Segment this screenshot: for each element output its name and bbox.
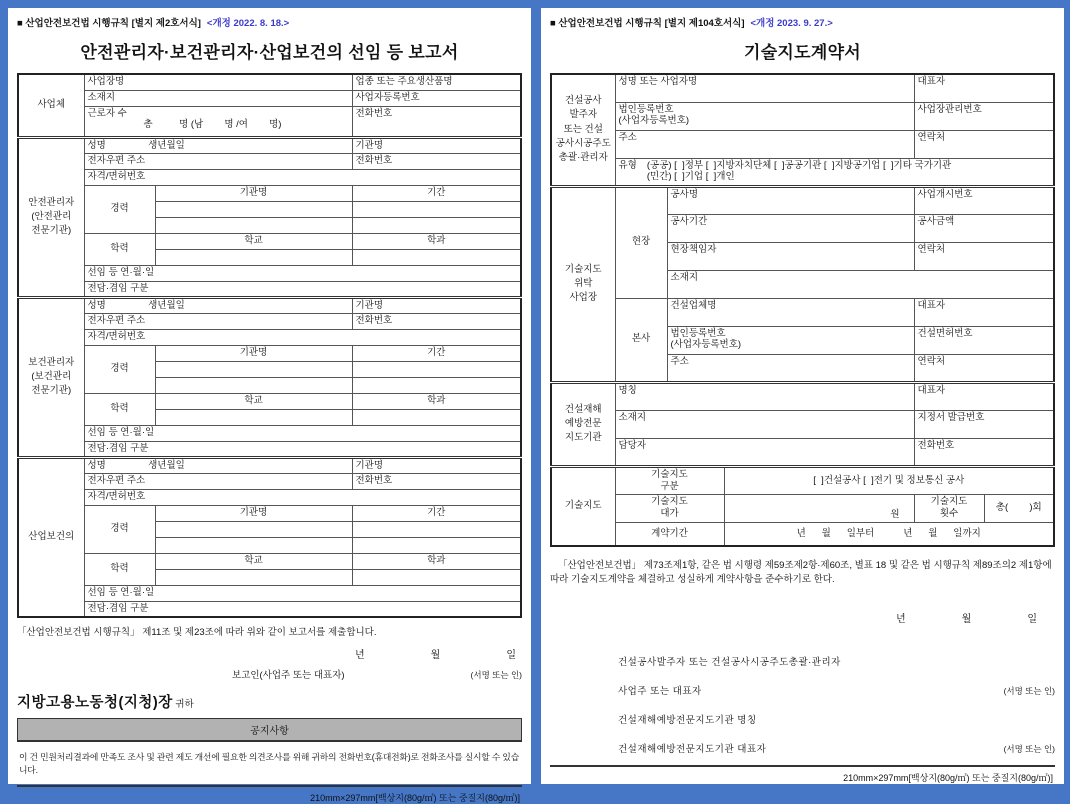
field-agency-cert-no: 지정서 발급번호 (914, 410, 1054, 438)
worker-count-detail: 총 명 (남 명 /여 명) (143, 118, 282, 130)
empty-input-cell (155, 361, 352, 377)
label-line: 기술지도 (651, 468, 688, 480)
signature-line (550, 741, 1055, 755)
empty-input-cell (352, 377, 521, 393)
right-date-line (550, 610, 1043, 625)
guidance-type-options: [ ]건설공사 [ ]전기 및 정보통신 공사 (724, 466, 1054, 494)
recipient-line (17, 691, 522, 712)
education-sublabel: 학력 (84, 233, 155, 265)
field-agency-manager: 담당자 (615, 438, 914, 466)
field-appointed-date: 선임 등 연·월·일 (84, 265, 521, 281)
field-business-reg-no: 사업자등록번호 (352, 90, 521, 106)
left-rule-ref-line (17, 15, 522, 29)
business-section (18, 74, 521, 137)
left-form-page (8, 8, 531, 803)
label-line: 구분 (660, 480, 679, 492)
field-business-address: 소재지 (84, 90, 352, 106)
signature-line (550, 654, 1055, 668)
guidance-count-value: 총( )회 (984, 494, 1054, 522)
paper-spec-left: 210mm×297mm[백상지(80g/㎡) 또는 중질지(80g/㎡)] (310, 793, 520, 803)
agreement-paragraph: 「산업안전보건법」 제73조제1항, 같은 법 시행령 제59조제2항·제60조, 별표 18 및 같은 법 시행규칙 제89조의2 제1항에 따라 기술지도계약을 체결하고 성실하게 계약사항을 준수하기로 한다. (550, 560, 1052, 586)
left-revision-note: <개정 2022. 8. 18.> (206, 18, 290, 29)
guidance-fee-unit: 원 (724, 494, 914, 522)
right-form-table (550, 73, 1055, 547)
signature-label: 건설재해예방전문지도기관 명칭 (618, 714, 757, 726)
reporter-label: 보고인(사업주 또는 대표자) (232, 670, 345, 681)
section-label-line: 전문기관) (31, 225, 72, 237)
field-industry: 업종 또는 주요생산품명 (352, 74, 521, 90)
date-day-label: 일 (506, 650, 516, 661)
field-biz-start-no: 사업개시번호 (914, 186, 1054, 214)
field-hq-contact: 연락처 (914, 354, 1054, 382)
left-rule-ref: ■ 산업안전보건법 시행규칙 [별지 제2호서식] (17, 18, 201, 29)
type-options-private: (민간) [ ]기업 [ ]개인 (646, 171, 735, 183)
field-duty-type: 전담·겸임 구분 (84, 601, 521, 617)
physician-section (18, 457, 521, 617)
signature-line (550, 683, 1055, 697)
business-section-label: 사업체 (18, 74, 84, 137)
field-appointed-date: 선임 등 연·월·일 (84, 425, 521, 441)
workplace-section-label (551, 186, 615, 382)
field-email: 전자우편 주소 (84, 473, 352, 489)
field-license-no: 자격/면허번호 (84, 169, 521, 185)
field-orderer-rep: 대표자 (914, 74, 1054, 102)
field-phone: 전화번호 (352, 153, 521, 169)
right-rule-ref: ■ 산업안전보건법 시행규칙 [별지 제104호서식] (550, 18, 745, 29)
date-month-label: 월 (961, 613, 972, 625)
section-label-line: 위탁 (574, 277, 593, 289)
school-header: 학교 (155, 393, 352, 409)
sign-or-seal-note: (서명 또는 인) (1003, 685, 1056, 696)
corp-no-line2: (사업자등록번호) (618, 115, 690, 127)
career-sublabel: 경력 (84, 185, 155, 233)
right-form-title: 기술지도계약서 (743, 43, 862, 62)
career-period-header: 기간 (352, 505, 521, 521)
hq-sublabel: 본사 (615, 298, 667, 382)
date-day-label: 일 (1027, 613, 1038, 625)
section-label-line: 또는 건설 (563, 123, 603, 135)
health-manager-section-label (18, 297, 84, 457)
site-sublabel: 현장 (615, 186, 667, 298)
recipient-label: 지방고용노동청(지청)장 (17, 695, 173, 711)
field-org-name: 기관명 (352, 457, 521, 473)
field-phone: 전화번호 (352, 473, 521, 489)
dept-header: 학과 (352, 233, 521, 249)
empty-input-cell (155, 521, 352, 537)
section-label-line: 보건관리자 (28, 356, 75, 368)
orderer-section (551, 74, 1054, 186)
empty-input-cell (155, 537, 352, 553)
safety-manager-section (18, 137, 521, 297)
guidance-section-label: 기술지도 (551, 466, 615, 546)
signature-label: 건설재해예방전문지도기관 대표자 (618, 743, 767, 755)
empty-input-cell (352, 409, 521, 425)
empty-input-cell (155, 569, 352, 585)
label-line: 대가 (660, 508, 679, 519)
orderer-section-label (551, 74, 615, 186)
empty-input-cell (155, 249, 352, 265)
field-worker-count (84, 106, 352, 137)
field-company-corp-no (667, 326, 914, 354)
education-sublabel: 학력 (84, 393, 155, 425)
field-agency-address: 소재지 (615, 410, 914, 438)
right-form-page (541, 8, 1064, 784)
worker-count-label: 근로자 수 (87, 107, 127, 119)
section-label-line: 건설공사 (564, 95, 602, 107)
signature-label: 건설공사발주자 또는 건설공사시공주도총괄·관리자 (618, 656, 841, 668)
career-sublabel: 경력 (84, 505, 155, 553)
section-label-line: 안전관리자 (28, 196, 75, 208)
section-label-line: 기술지도 (564, 263, 602, 275)
field-agency-rep: 대표자 (914, 382, 1054, 410)
field-license-no: 자격/면허번호 (84, 489, 521, 505)
guidance-fee-label (615, 494, 724, 522)
health-manager-section (18, 297, 521, 457)
section-label-line: 지도기관 (564, 432, 602, 444)
field-name-birth: 성명 생년월일 (84, 457, 352, 473)
sign-or-seal-note: (서명 또는 인) (1003, 743, 1056, 754)
section-label-line: (보건관리 (31, 370, 72, 382)
date-year-label: 년 (896, 613, 906, 625)
field-orderer-name: 성명 또는 사업자명 (615, 74, 914, 102)
school-header: 학교 (155, 553, 352, 569)
label-line: 기술지도 (651, 496, 688, 508)
agency-section (551, 382, 1054, 466)
empty-input-cell (352, 569, 521, 585)
guidance-type-label (615, 466, 724, 494)
field-org-name: 기관명 (352, 137, 521, 153)
field-email: 전자우편 주소 (84, 313, 352, 329)
field-org-name: 기관명 (352, 297, 521, 313)
field-workplace-name: 사업장명 (84, 74, 352, 90)
field-orderer-address: 주소 (615, 130, 914, 158)
field-construction-name: 공사명 (667, 186, 914, 214)
field-orderer-corp-no (615, 102, 914, 130)
field-company-name: 건설업체명 (667, 298, 914, 326)
career-org-header: 기관명 (155, 185, 352, 201)
corp-no-line1: 법인등록번호 (670, 327, 726, 339)
education-sublabel: 학력 (84, 553, 155, 585)
field-agency-name: 명칭 (615, 382, 914, 410)
section-label-line: 전문기관) (31, 385, 72, 397)
left-form-title: 안전관리자·보건관리자·산업보건의 선임 등 보고서 (80, 43, 459, 62)
right-rule-ref-line (550, 15, 1055, 29)
career-period-header: 기간 (352, 345, 521, 361)
empty-input-cell (155, 409, 352, 425)
section-label-line: 건설재해 (564, 403, 602, 415)
field-agency-phone: 전화번호 (914, 438, 1054, 466)
signature-block (550, 639, 1055, 755)
safety-manager-section-label (18, 137, 84, 297)
reporter-line (17, 667, 522, 681)
label-line: 횟수 (939, 508, 959, 519)
field-hq-address: 주소 (667, 354, 914, 382)
empty-input-cell (352, 537, 521, 553)
paper-spec-right: 210mm×297mm[백상지(80g/㎡) 또는 중질지(80g/㎡)] (843, 772, 1054, 783)
field-site-contact: 연락처 (914, 242, 1054, 270)
date-month-label: 월 (430, 650, 441, 661)
submit-statement: 「산업안전보건법 시행규칙」 제11조 및 제23조에 따라 위와 같이 보고서를 제출합니다. (17, 627, 377, 638)
right-revision-note: <개정 2023. 9. 27.> (750, 18, 833, 29)
field-site-mgmt-no: 사업장관리번호 (914, 102, 1054, 130)
empty-input-cell (352, 201, 521, 217)
empty-input-cell (155, 377, 352, 393)
dept-header: 학과 (352, 393, 521, 409)
field-email: 전자우편 주소 (84, 153, 352, 169)
field-license-no: 자격/면허번호 (84, 329, 521, 345)
section-label-line: 사업장 (569, 292, 598, 304)
field-appointed-date: 선임 등 연·월·일 (84, 585, 521, 601)
physician-section-label (18, 457, 84, 617)
empty-input-cell (352, 217, 521, 233)
recipient-suffix: 귀하 (175, 699, 194, 710)
section-label-line: 예방전문 (564, 417, 602, 429)
field-construction-amount: 공사금액 (914, 214, 1054, 242)
corp-no-line2: (사업자등록번호) (670, 339, 742, 351)
guidance-section (551, 466, 1054, 546)
date-year-label: 년 (354, 650, 365, 661)
field-construction-license-no: 건설면허번호 (914, 326, 1054, 354)
school-header: 학교 (155, 233, 352, 249)
notice-body-text: 이 건 민원처리결과에 만족도 조사 및 관련 제도 개선에 필요한 의견조사를 위해 귀하의 전화번호(휴대전화)로 전화조사를 실시할 수 있습니다. (19, 752, 519, 775)
field-site-manager: 현장책임자 (667, 242, 914, 270)
workplace-section (551, 186, 1054, 382)
career-sublabel: 경력 (84, 345, 155, 393)
type-options-public: (공공) [ ]정부 [ ]지방자치단체 [ ]공공기관 [ ]지방공기업 [ ]기타 국가기관 (646, 159, 952, 171)
field-site-address: 소재지 (667, 270, 1054, 298)
field-construction-period: 공사기간 (667, 214, 914, 242)
contract-period-value: 년 월 일부터 년 월 일까지 (724, 522, 1054, 546)
sign-or-seal-note: (서명 또는 인) (470, 670, 522, 680)
career-org-header: 기관명 (155, 505, 352, 521)
empty-input-cell (352, 521, 521, 537)
label-line: 기술지도 (930, 496, 968, 508)
signature-line (550, 712, 1055, 726)
agency-section-label (551, 382, 615, 466)
corp-no-line1: 법인등록번호 (618, 103, 674, 115)
section-label-line: (안전관리 (31, 210, 72, 222)
empty-input-cell (352, 361, 521, 377)
field-business-phone: 전화번호 (352, 106, 521, 137)
section-label-line: 산업보건의 (28, 531, 75, 543)
empty-input-cell (155, 217, 352, 233)
field-orderer-type (615, 158, 1054, 186)
notice-banner: 공지사항 (17, 718, 522, 742)
career-period-header: 기간 (352, 185, 521, 201)
signature-label: 사업주 또는 대표자 (618, 685, 702, 697)
dept-header: 학과 (352, 553, 521, 569)
field-phone: 전화번호 (352, 313, 521, 329)
type-label: 유형 (618, 159, 637, 171)
career-org-header: 기관명 (155, 345, 352, 361)
section-label-line: 총괄·관리자 (558, 152, 608, 164)
field-name-birth: 성명 생년월일 (84, 137, 352, 153)
field-duty-type: 전담·겸임 구분 (84, 281, 521, 297)
field-company-rep: 대표자 (914, 298, 1054, 326)
guidance-count-label (914, 494, 984, 522)
left-form-table (17, 73, 522, 618)
section-label-line: 공사시공주도 (555, 137, 611, 149)
field-duty-type: 전담·겸임 구분 (84, 441, 521, 457)
section-label-line: 발주자 (569, 109, 598, 121)
empty-input-cell (155, 201, 352, 217)
empty-input-cell (352, 249, 521, 265)
field-orderer-contact: 연락처 (914, 130, 1054, 158)
left-date-line (17, 646, 522, 661)
field-name-birth: 성명 생년월일 (84, 297, 352, 313)
contract-period-label: 계약기간 (615, 522, 724, 546)
